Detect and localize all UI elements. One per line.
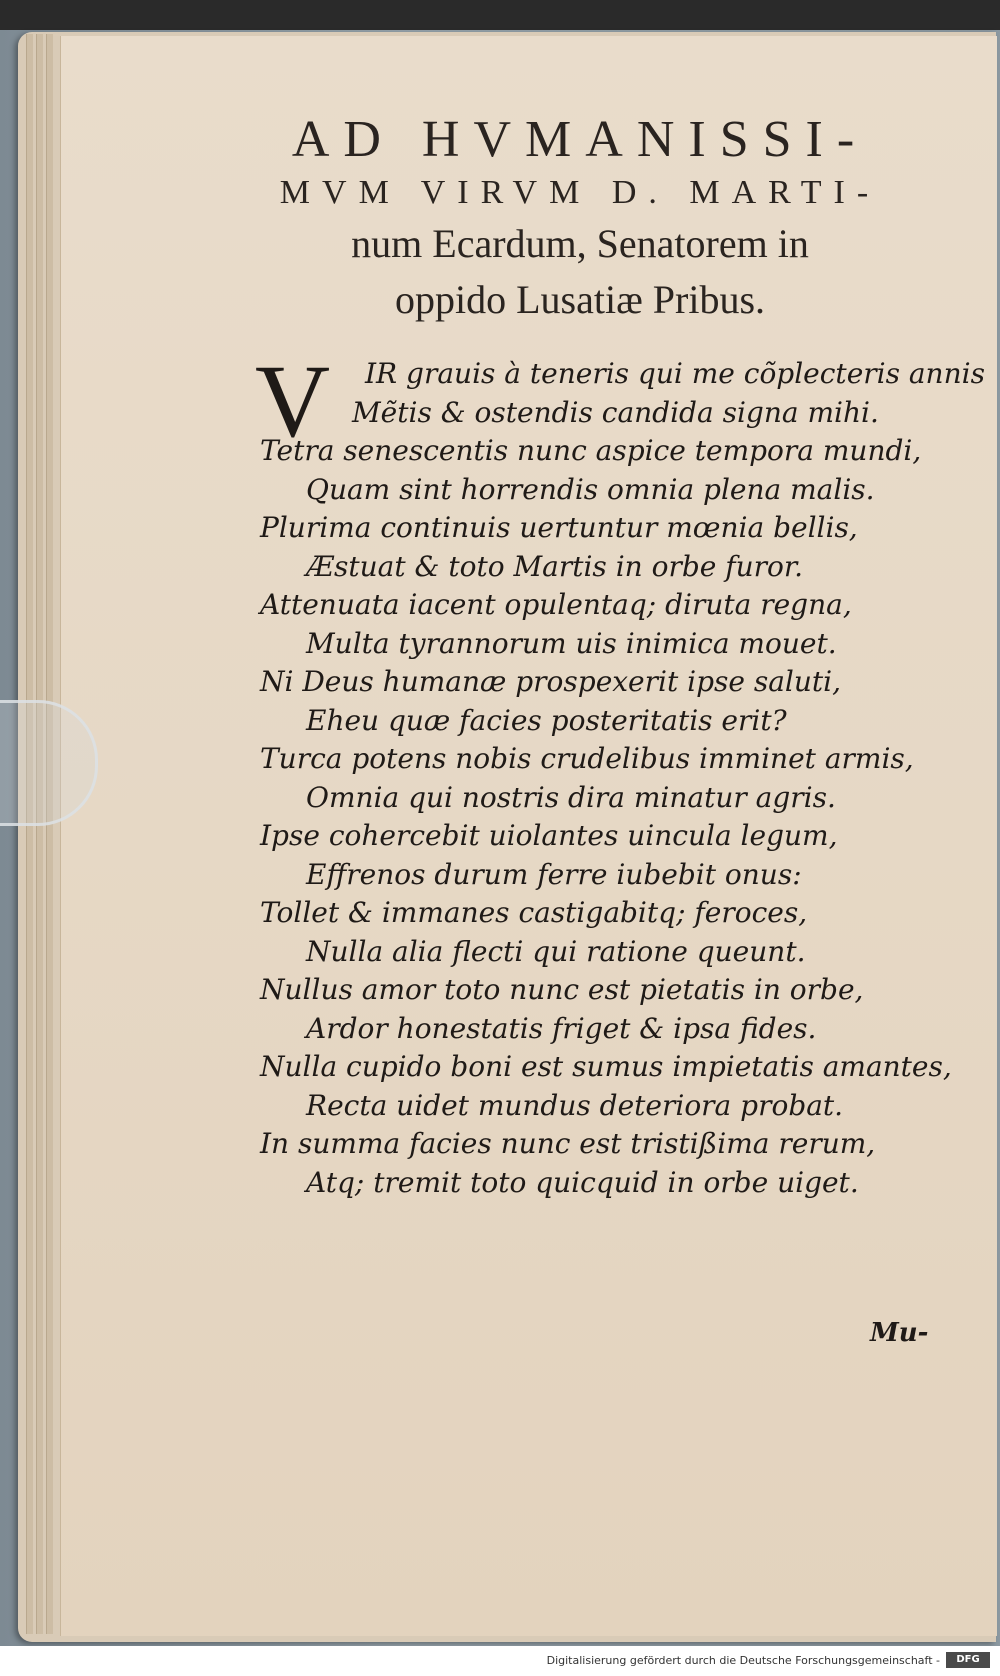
page-edge [36, 34, 43, 1634]
poem-body [260, 355, 985, 1202]
verse-line: In summa facies nunc est tristißima rerum, [260, 1127, 876, 1160]
verse-line: Nulla cupido boni est sumus impietatis amantes, [260, 1050, 952, 1083]
verse-line: Mẽtis & ostendis candida signa mihi. [352, 395, 879, 429]
drop-cap: V [255, 344, 331, 459]
verse-line: Ni Deus humanæ prospexerit ipse saluti, [260, 665, 841, 698]
heading-line-4: oppido Lusatiæ Pribus. [394, 277, 766, 322]
verse-line: Nulla alia flecti qui ratione queunt. [306, 934, 806, 968]
verse-line: Tollet & immanes castigabitq; feroces, [260, 896, 808, 929]
footer-bar [0, 1646, 1000, 1676]
page-edge [26, 34, 33, 1634]
verse-line: Æstuat & toto Martis in orbe furor. [306, 549, 804, 583]
verse-line: Nullus amor toto nunc est pietatis in orbe, [260, 973, 864, 1006]
heading-line-2: MVM VIRVM D. MARTI- [279, 174, 881, 211]
heading-line-1: AD HVMANISSI- [291, 111, 869, 168]
verse-line: Omnia qui nostris dira minatur agris. [306, 780, 836, 814]
scan-top-edge [0, 0, 1000, 30]
dfg-logo-icon: DFG [946, 1652, 990, 1668]
verse-line: Ipse cohercebit uiolantes uincula legum, [260, 819, 838, 852]
verse-line: Recta uidet mundus deteriora probat. [306, 1088, 844, 1122]
verse-line: Tetra senescentis nunc aspice tempora mundi, [260, 434, 922, 467]
verse-line: Plurima continuis uertuntur mœnia bellis, [260, 511, 858, 544]
verse-line: IR grauis à teneris qui me cõplecteris annis [365, 357, 985, 390]
catchword: Mu- [870, 1318, 929, 1348]
verse-line: Eheu quæ facies posteritatis erit? [306, 703, 787, 737]
verse-line: Turca potens nobis crudelibus imminet armis, [260, 742, 914, 775]
verse-line: Attenuata iacent opulentaq; diruta regna, [260, 588, 852, 621]
heading-line-3: num Ecardum, Senatorem in [351, 221, 809, 266]
funding-credit: Digitalisierung gefördert durch die Deutsche Forschungsgemeinschaft - [546, 1654, 940, 1667]
verse-line: Multa tyrannorum uis inimica mouet. [306, 626, 837, 660]
verse-line: Atq; tremit toto quicquid in orbe uiget. [306, 1165, 859, 1199]
page-edge [46, 34, 53, 1634]
page-heading [240, 110, 920, 328]
verse-line: Quam sint horrendis omnia plena malis. [306, 472, 875, 506]
verse-line: Ardor honestatis friget & ipsa fides. [306, 1011, 817, 1045]
verse-line: Effrenos durum ferre iubebit onus: [306, 857, 802, 891]
